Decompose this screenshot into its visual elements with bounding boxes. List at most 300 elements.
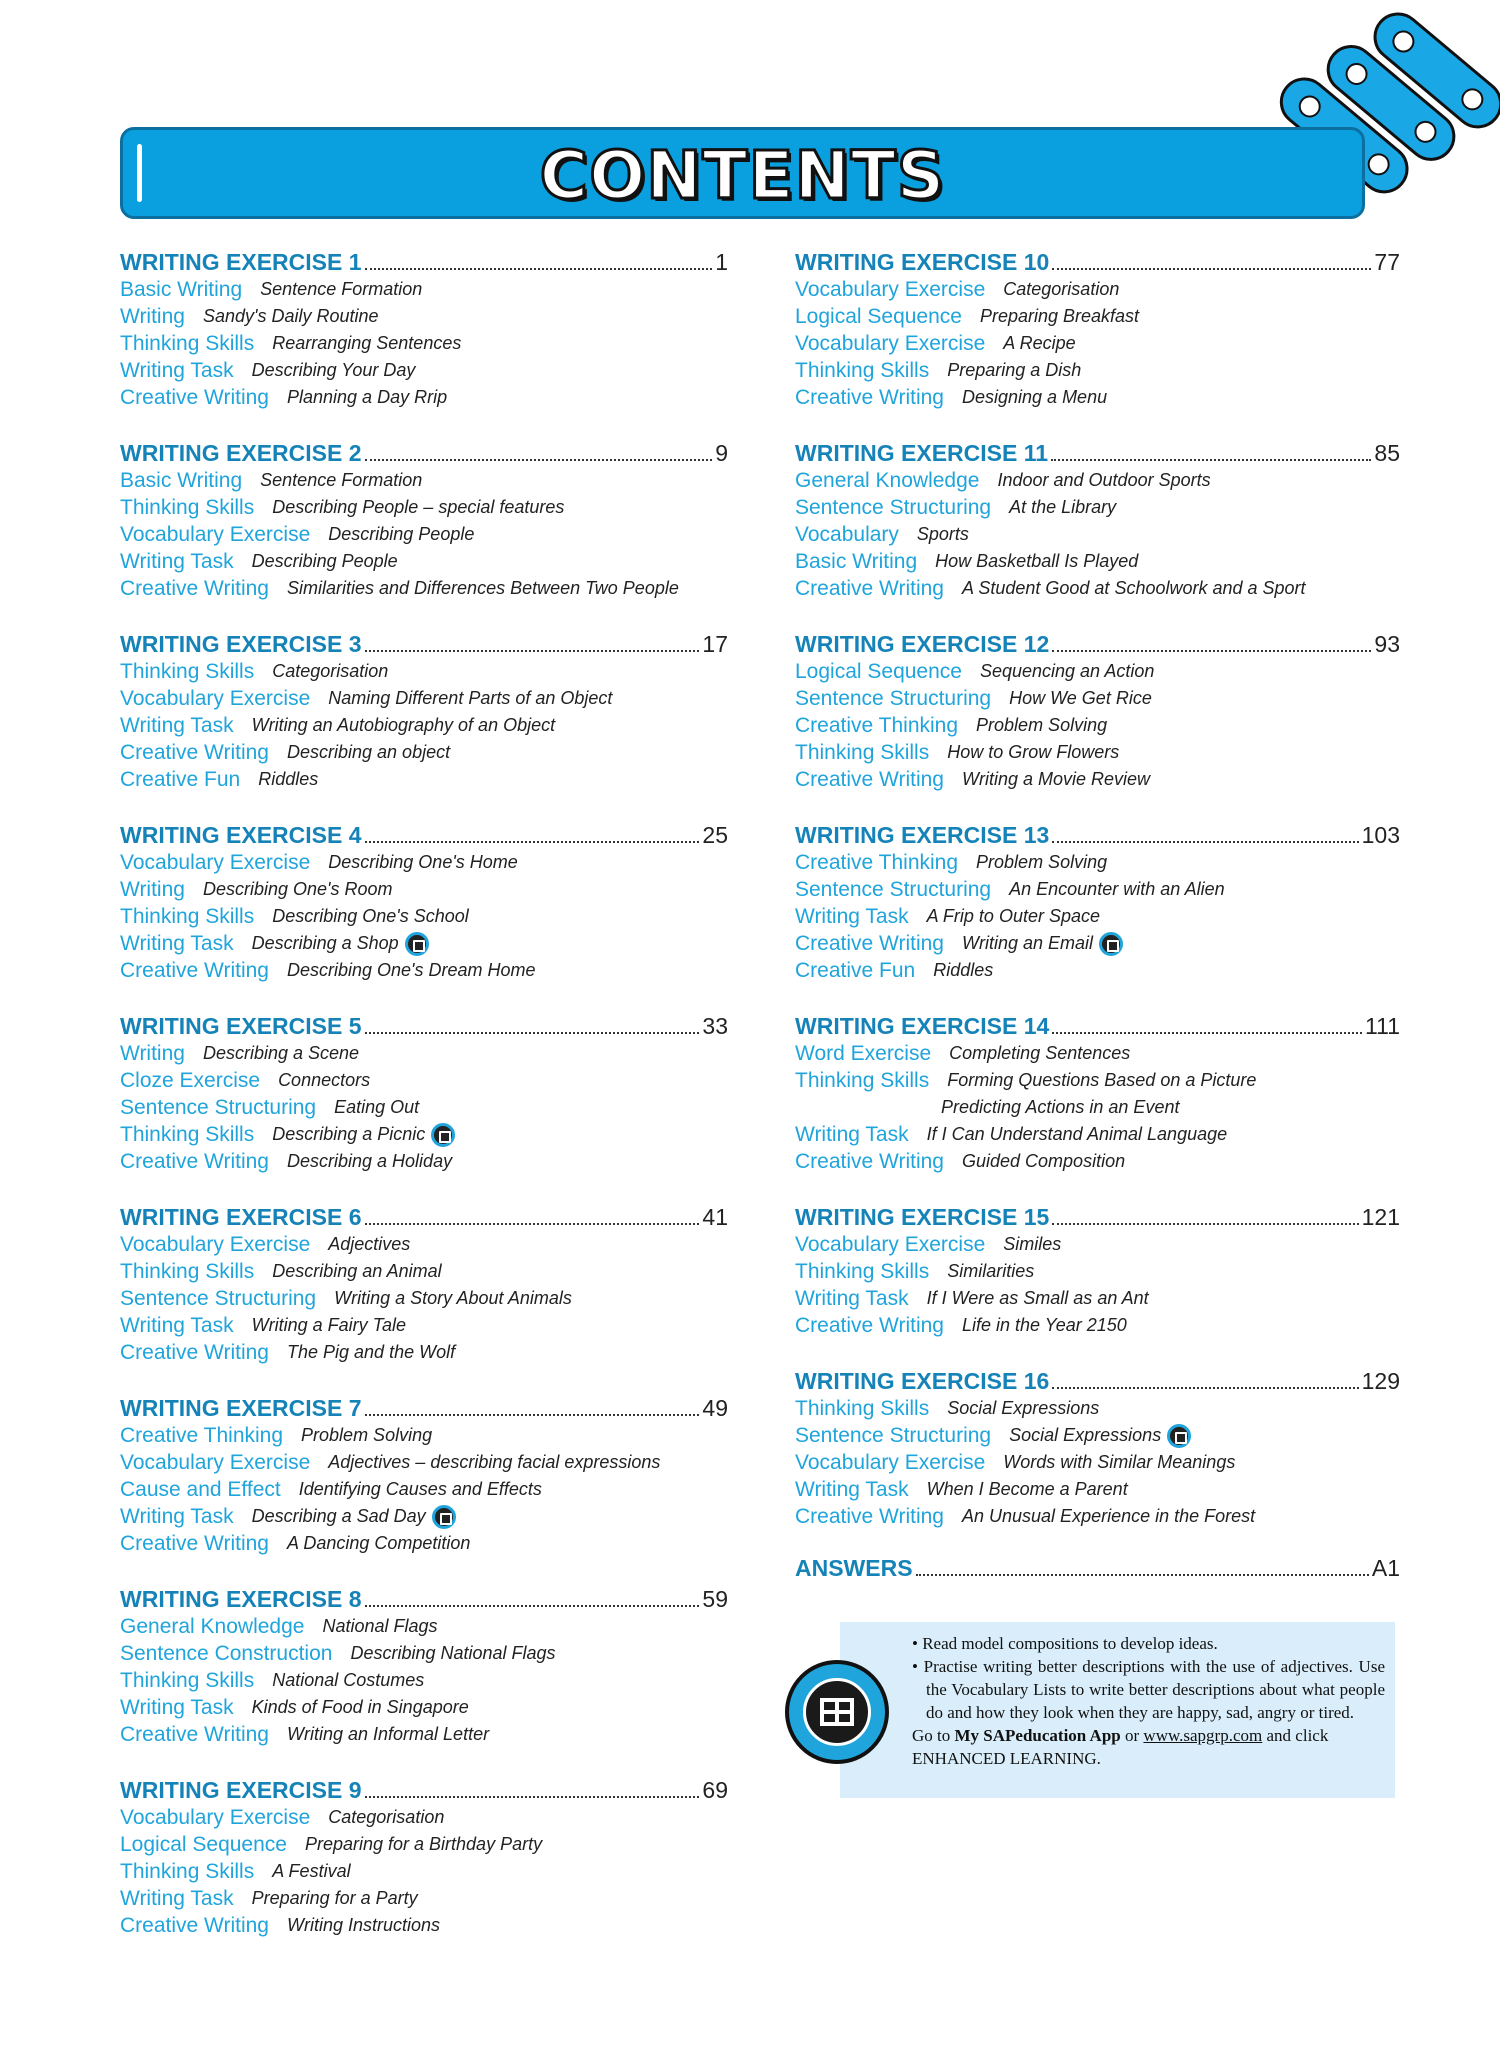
page-number: 69 — [702, 1777, 728, 1803]
item-topic: Describing a Sad Day — [251, 1506, 426, 1526]
item-topic: A Recipe — [1003, 333, 1076, 353]
page-number: 77 — [1374, 249, 1400, 275]
exercise-title: WRITING EXERCISE 3 — [120, 631, 362, 657]
exercise-heading[interactable] — [120, 437, 728, 467]
exercise-section — [120, 1774, 728, 1939]
item-category: Creative Writing — [120, 1531, 269, 1555]
exercise-section — [120, 1201, 728, 1366]
leader-dots — [1052, 650, 1371, 652]
item-category: Writing — [120, 877, 185, 901]
enhanced-learning-icon — [785, 1660, 889, 1764]
item-category: Creative Writing — [120, 1149, 269, 1173]
contents-item — [120, 1094, 728, 1121]
item-topic: Preparing Breakfast — [979, 306, 1140, 326]
contents-item — [120, 494, 728, 521]
contents-item — [120, 521, 728, 548]
contents-item — [795, 1067, 1400, 1094]
item-category: Thinking Skills — [795, 1396, 930, 1420]
item-topic: Sentence Formation — [260, 470, 423, 490]
item-category: Cloze Exercise — [120, 1068, 261, 1092]
exercise-heading[interactable] — [795, 628, 1400, 658]
page-number: 17 — [702, 631, 728, 657]
item-category: Creative Writing — [120, 740, 269, 764]
app-name[interactable]: My SAPeducation App — [954, 1726, 1121, 1745]
icon-core — [803, 1678, 871, 1746]
item-topic: The Pig and the Wolf — [287, 1342, 456, 1362]
item-topic: Describing One's Home — [328, 852, 518, 872]
item-category: Writing — [120, 304, 185, 328]
leader-dots — [365, 841, 700, 843]
item-category: Writing — [120, 1041, 185, 1065]
contents-item — [120, 1858, 728, 1885]
item-category: Basic Writing — [120, 277, 243, 301]
item-topic: Designing a Menu — [962, 387, 1108, 407]
item-category: Thinking Skills — [120, 331, 255, 355]
enhanced-learning-icon — [405, 932, 429, 956]
contents-item — [795, 357, 1400, 384]
leader-dots — [916, 1574, 1369, 1576]
contents-item — [795, 849, 1400, 876]
contents-item — [120, 1312, 728, 1339]
item-category: Cause and Effect — [120, 1477, 281, 1501]
item-topic: Kinds of Food in Singapore — [251, 1697, 469, 1717]
item-topic: A Dancing Competition — [287, 1533, 471, 1553]
item-topic: Forming Questions Based on a Picture — [947, 1070, 1257, 1090]
item-category: Vocabulary Exercise — [120, 522, 311, 546]
item-topic: Predicting Actions in an Event — [941, 1097, 1180, 1117]
item-topic: Social Expressions — [947, 1398, 1100, 1418]
contents-item — [795, 1285, 1400, 1312]
page-number: 93 — [1374, 631, 1400, 657]
item-topic: An Encounter with an Alien — [1009, 879, 1225, 899]
item-category: Thinking Skills — [795, 740, 930, 764]
item-category: Thinking Skills — [120, 1259, 255, 1283]
contents-item — [120, 276, 728, 303]
item-topic: Rearranging Sentences — [272, 333, 462, 353]
item-category: Vocabulary Exercise — [795, 1450, 986, 1474]
exercise-section — [120, 437, 728, 602]
contents-item — [795, 1040, 1400, 1067]
answers-title: ANSWERS — [795, 1555, 913, 1581]
item-category: Creative Writing — [120, 1722, 269, 1746]
info-goto-text — [912, 1724, 1385, 1770]
contents-item — [795, 1148, 1400, 1175]
contents-item — [120, 1422, 728, 1449]
page-number: 85 — [1374, 440, 1400, 466]
item-category: Vocabulary — [795, 522, 899, 546]
item-category: Creative Writing — [795, 385, 944, 409]
contents-item — [120, 1231, 728, 1258]
contents-item — [120, 1912, 728, 1939]
exercise-heading[interactable] — [120, 1201, 728, 1231]
goto-suffix: and click ENHANCED LEARNING. — [912, 1726, 1329, 1768]
exercise-heading[interactable] — [795, 819, 1400, 849]
item-category: General Knowledge — [795, 468, 980, 492]
exercise-heading[interactable] — [795, 437, 1400, 467]
item-topic: Describing a Scene — [202, 1043, 360, 1063]
item-topic: Describing One's School — [272, 906, 469, 926]
item-topic: Writing an Autobiography of an Object — [251, 715, 556, 735]
page-number: 25 — [702, 822, 728, 848]
item-topic: Categorisation — [1003, 279, 1120, 299]
contents-item — [795, 766, 1400, 793]
item-topic: Naming Different Parts of an Object — [328, 688, 613, 708]
contents-item — [120, 1530, 728, 1557]
item-topic: Eating Out — [334, 1097, 420, 1117]
page-number: 129 — [1361, 1368, 1400, 1394]
contents-item — [120, 903, 728, 930]
item-category: Vocabulary Exercise — [795, 1232, 986, 1256]
contents-item — [120, 1067, 728, 1094]
item-category: Creative Thinking — [795, 713, 959, 737]
leader-dots — [1052, 1223, 1358, 1225]
exercise-section — [120, 819, 728, 984]
item-topic: Sandy's Daily Routine — [202, 306, 379, 326]
contents-item — [795, 1231, 1400, 1258]
item-topic: Sentence Formation — [260, 279, 423, 299]
item-topic: Adjectives – describing facial expressions — [328, 1452, 661, 1472]
item-topic: Writing an Email — [962, 933, 1094, 953]
contents-item — [795, 276, 1400, 303]
item-category: Creative Writing — [795, 931, 944, 955]
item-topic: How to Grow Flowers — [947, 742, 1120, 762]
page-number: 9 — [715, 440, 728, 466]
contents-item — [120, 1804, 728, 1831]
item-topic: Similes — [1003, 1234, 1062, 1254]
item-category: Sentence Structuring — [795, 495, 992, 519]
item-topic: National Costumes — [272, 1670, 425, 1690]
page-number: 1 — [715, 249, 728, 275]
exercise-title: WRITING EXERCISE 7 — [120, 1395, 362, 1421]
contents-item — [120, 303, 728, 330]
item-category: Sentence Structuring — [795, 686, 992, 710]
contents-item — [120, 575, 728, 602]
item-category: Thinking Skills — [120, 495, 255, 519]
page-number: 59 — [702, 1586, 728, 1612]
contents-item — [795, 739, 1400, 766]
contents-item — [120, 357, 728, 384]
item-topic: Problem Solving — [976, 852, 1108, 872]
leader-dots — [365, 1414, 700, 1416]
item-topic: National Flags — [322, 1616, 438, 1636]
item-category: Creative Writing — [120, 1913, 269, 1937]
item-topic: Problem Solving — [301, 1425, 433, 1445]
exercise-section — [795, 628, 1400, 793]
enhanced-learning-icon — [1167, 1424, 1191, 1448]
contents-item — [120, 766, 728, 793]
contents-item — [120, 1885, 728, 1912]
exercise-title: WRITING EXERCISE 9 — [120, 1777, 362, 1803]
item-topic: Riddles — [933, 960, 994, 980]
item-topic: How We Get Rice — [1009, 688, 1152, 708]
leader-dots — [365, 1796, 700, 1798]
item-topic: Social Expressions — [1009, 1425, 1162, 1445]
exercise-heading[interactable] — [120, 246, 728, 276]
page-number: 103 — [1361, 822, 1400, 848]
leader-dots — [1051, 459, 1371, 461]
item-category: Creative Writing — [120, 958, 269, 982]
exercise-heading[interactable] — [120, 628, 728, 658]
item-topic: At the Library — [1009, 497, 1117, 517]
item-topic: Identifying Causes and Effects — [298, 1479, 542, 1499]
exercise-title: WRITING EXERCISE 14 — [795, 1013, 1050, 1039]
enhanced-learning-icon — [1099, 932, 1123, 956]
title-banner — [120, 127, 1365, 219]
contents-item — [120, 739, 728, 766]
item-topic: Sequencing an Action — [979, 661, 1155, 681]
contents-item — [120, 1721, 728, 1748]
page-number: 49 — [702, 1395, 728, 1421]
item-category: Sentence Structuring — [795, 877, 992, 901]
item-topic: Similarities and Differences Between Two People — [287, 578, 679, 598]
contents-item — [795, 1395, 1400, 1422]
contents-item — [120, 548, 728, 575]
item-category: Vocabulary Exercise — [120, 1450, 311, 1474]
item-topic: Describing a Picnic — [272, 1124, 426, 1144]
item-topic: Adjectives — [328, 1234, 411, 1254]
leader-dots — [365, 1032, 700, 1034]
item-topic: Planning a Day Rrip — [287, 387, 448, 407]
contents-item — [795, 658, 1400, 685]
contents-item — [795, 1503, 1400, 1530]
contents-item — [120, 1339, 728, 1366]
exercise-title: WRITING EXERCISE 2 — [120, 440, 362, 466]
item-topic: Guided Composition — [962, 1151, 1126, 1171]
contents-item — [120, 1667, 728, 1694]
contents-item — [120, 330, 728, 357]
contents-item — [795, 930, 1400, 957]
exercise-heading[interactable] — [120, 1392, 728, 1422]
item-category: Basic Writing — [795, 549, 918, 573]
contents-item — [795, 384, 1400, 411]
exercise-heading[interactable] — [795, 1201, 1400, 1231]
contents-item — [120, 712, 728, 739]
item-topic: When I Become a Parent — [926, 1479, 1128, 1499]
item-category: Writing Task — [120, 931, 234, 955]
page-number: 33 — [702, 1013, 728, 1039]
contents-item — [120, 685, 728, 712]
item-category: Sentence Structuring — [120, 1095, 317, 1119]
item-topic: Describing an Animal — [272, 1261, 442, 1281]
item-category: Creative Thinking — [120, 1423, 284, 1447]
item-category: Thinking Skills — [795, 1068, 930, 1092]
contents-item — [120, 1694, 728, 1721]
contents-item — [795, 494, 1400, 521]
item-topic: Categorisation — [328, 1807, 445, 1827]
item-category: Logical Sequence — [120, 1832, 287, 1856]
website-link[interactable]: www.sapgrp.com — [1143, 1726, 1263, 1745]
exercise-title: WRITING EXERCISE 4 — [120, 822, 362, 848]
contents-item — [120, 1831, 728, 1858]
page-number: 111 — [1365, 1013, 1400, 1039]
page-number: 121 — [1361, 1204, 1400, 1230]
contents-item — [120, 1503, 728, 1530]
item-category: Thinking Skills — [120, 1859, 255, 1883]
item-topic: Describing One's Dream Home — [287, 960, 536, 980]
item-category: Thinking Skills — [120, 1122, 255, 1146]
exercise-heading[interactable] — [120, 1774, 728, 1804]
page-number: A1 — [1371, 1555, 1400, 1581]
contents-item — [120, 849, 728, 876]
contents-item — [795, 1094, 1400, 1121]
exercise-title: WRITING EXERCISE 11 — [795, 440, 1049, 466]
item-topic: Describing an object — [287, 742, 451, 762]
contents-item — [120, 957, 728, 984]
leader-dots — [365, 1223, 700, 1225]
item-topic: Describing a Holiday — [287, 1151, 453, 1171]
contents-item — [795, 1258, 1400, 1285]
contents-item — [795, 575, 1400, 602]
leader-dots — [1052, 1032, 1362, 1034]
item-topic: If I Were as Small as an Ant — [926, 1288, 1149, 1308]
item-topic: Life in the Year 2150 — [962, 1315, 1127, 1335]
contents-item — [120, 1640, 728, 1667]
answers-heading[interactable] — [795, 1552, 1400, 1582]
contents-item — [795, 1312, 1400, 1339]
contents-item — [795, 521, 1400, 548]
exercise-title: WRITING EXERCISE 12 — [795, 631, 1050, 657]
contents-item — [120, 1121, 728, 1148]
item-category: Writing Task — [120, 713, 234, 737]
item-topic: Preparing for a Birthday Party — [304, 1834, 543, 1854]
item-category: Writing Task — [795, 904, 909, 928]
exercise-section — [795, 1010, 1400, 1175]
contents-item — [795, 1422, 1400, 1449]
leader-dots — [1052, 841, 1358, 843]
enhanced-learning-info-box — [840, 1622, 1395, 1798]
item-category: Vocabulary Exercise — [795, 331, 986, 355]
item-category: Writing Task — [120, 358, 234, 382]
item-category: Creative Writing — [795, 1149, 944, 1173]
contents-right-column — [795, 246, 1400, 1582]
item-topic: Sports — [916, 524, 969, 544]
item-category: Thinking Skills — [795, 1259, 930, 1283]
item-topic: An Unusual Experience in the Forest — [962, 1506, 1256, 1526]
item-category: Creative Fun — [795, 958, 916, 982]
contents-item — [795, 548, 1400, 575]
contents-item — [120, 658, 728, 685]
contents-item — [795, 1121, 1400, 1148]
item-topic: Describing National Flags — [350, 1643, 556, 1663]
contents-item — [795, 467, 1400, 494]
item-category: Creative Writing — [795, 767, 944, 791]
exercise-heading[interactable] — [795, 246, 1400, 276]
exercise-section — [795, 246, 1400, 411]
exercise-title: WRITING EXERCISE 1 — [120, 249, 362, 275]
item-category: Sentence Structuring — [795, 1423, 992, 1447]
item-topic: Describing People — [328, 524, 475, 544]
item-topic: Words with Similar Meanings — [1003, 1452, 1236, 1472]
item-topic: Writing a Fairy Tale — [251, 1315, 406, 1335]
exercise-heading[interactable] — [795, 1365, 1400, 1395]
item-category: Word Exercise — [795, 1041, 932, 1065]
exercise-heading[interactable] — [120, 1010, 728, 1040]
item-topic: A Festival — [272, 1861, 351, 1881]
exercise-heading[interactable] — [120, 1583, 728, 1613]
page-number: 41 — [702, 1204, 728, 1230]
item-category: Creative Writing — [120, 1340, 269, 1364]
enhanced-learning-icon — [432, 1505, 456, 1529]
item-topic: Writing an Informal Letter — [287, 1724, 490, 1744]
exercise-title: WRITING EXERCISE 8 — [120, 1586, 362, 1612]
enhanced-learning-icon — [431, 1123, 455, 1147]
contents-item — [120, 1613, 728, 1640]
contents-item — [120, 1040, 728, 1067]
item-topic: Writing a Story About Animals — [334, 1288, 572, 1308]
item-topic: A Student Good at Schoolwork and a Sport — [962, 578, 1306, 598]
exercise-section — [120, 1010, 728, 1175]
item-topic: Writing a Movie Review — [962, 769, 1151, 789]
contents-item — [795, 712, 1400, 739]
contents-item — [795, 876, 1400, 903]
exercise-section — [795, 437, 1400, 602]
item-topic: Indoor and Outdoor Sports — [997, 470, 1211, 490]
goto-prefix: Go to — [912, 1726, 955, 1745]
item-category: Thinking Skills — [795, 358, 930, 382]
item-category: Creative Writing — [120, 576, 269, 600]
item-topic: Describing Your Day — [251, 360, 416, 380]
item-topic: Writing Instructions — [287, 1915, 441, 1935]
item-category: Thinking Skills — [120, 904, 255, 928]
exercise-title: WRITING EXERCISE 13 — [795, 822, 1050, 848]
item-topic: If I Can Understand Animal Language — [926, 1124, 1228, 1144]
leader-dots — [365, 1605, 700, 1607]
contents-item — [120, 467, 728, 494]
item-topic: Preparing a Dish — [947, 360, 1082, 380]
exercise-title: WRITING EXERCISE 6 — [120, 1204, 362, 1230]
contents-left-column — [120, 246, 728, 1965]
contents-item — [795, 903, 1400, 930]
item-category: Creative Writing — [795, 1504, 944, 1528]
item-topic: Connectors — [278, 1070, 371, 1090]
item-topic: Describing One's Room — [202, 879, 393, 899]
item-category: Thinking Skills — [120, 659, 255, 683]
goto-or: or — [1120, 1726, 1144, 1745]
item-category: Logical Sequence — [795, 659, 962, 683]
exercise-section — [795, 819, 1400, 984]
contents-item — [120, 1258, 728, 1285]
item-category: Writing Task — [120, 1886, 234, 1910]
item-category: Vocabulary Exercise — [795, 277, 986, 301]
item-topic: How Basketball Is Played — [935, 551, 1139, 571]
item-category: Writing Task — [120, 1313, 234, 1337]
contents-item — [795, 1449, 1400, 1476]
item-category: Vocabulary Exercise — [120, 686, 311, 710]
contents-item — [795, 1476, 1400, 1503]
item-category: General Knowledge — [120, 1614, 305, 1638]
item-topic: Problem Solving — [976, 715, 1108, 735]
item-category: Sentence Construction — [120, 1641, 333, 1665]
exercise-section — [120, 1583, 728, 1748]
exercise-heading[interactable] — [795, 1010, 1400, 1040]
item-topic: A Frip to Outer Space — [926, 906, 1101, 926]
item-category: Writing Task — [795, 1286, 909, 1310]
item-category: Writing Task — [120, 1695, 234, 1719]
item-category: Writing Task — [795, 1122, 909, 1146]
item-topic: Describing People – special features — [272, 497, 565, 517]
contents-item — [795, 303, 1400, 330]
exercise-title: WRITING EXERCISE 10 — [795, 249, 1050, 275]
item-category: Creative Thinking — [795, 850, 959, 874]
contents-item — [120, 1148, 728, 1175]
exercise-section — [795, 1201, 1400, 1339]
exercise-heading[interactable] — [120, 819, 728, 849]
exercise-title: WRITING EXERCISE 5 — [120, 1013, 362, 1039]
item-category: Creative Writing — [120, 385, 269, 409]
exercise-section — [795, 1365, 1400, 1530]
item-category: Vocabulary Exercise — [120, 1805, 311, 1829]
item-category: Creative Writing — [795, 1313, 944, 1337]
